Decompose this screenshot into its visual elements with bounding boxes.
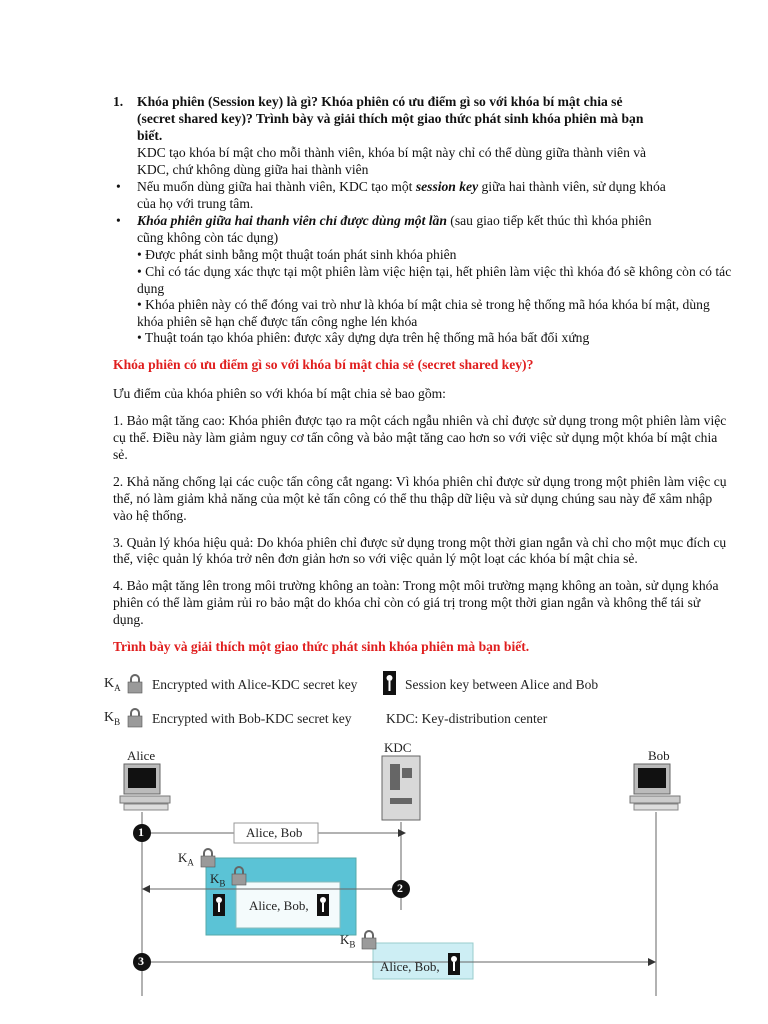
legend-ka-text: Encrypted with Alice-KDC secret key	[152, 677, 358, 692]
sub-bullet-3-line1: • Khóa phiên này có thể đóng vai trò như là khóa bí mật chia sẻ trong hệ thống mã hóa khóa bí mật, dùng	[137, 297, 710, 312]
question-title-line3: biết.	[137, 128, 163, 143]
advantage-2-line1: 2. Khả năng chống lại các cuộc tấn công cắt ngang: Vì khóa phiên chỉ được sử dụng trong một phiên làm việc cụ	[113, 474, 727, 489]
step2-kb-sub: B	[219, 878, 226, 889]
sub-bullet-4: • Thuật toán tạo khóa phiên: được xây dựng dựa trên hệ thống mã hóa bất đối xứng	[137, 330, 590, 345]
step3-message: Alice, Bob,	[380, 959, 440, 974]
bullet-1-post: giữa hai thành viên, sử dụng khóa	[478, 179, 666, 194]
step2-ka-sub: A	[187, 857, 194, 868]
bullet-1-pre: Nếu muốn dùng giữa hai thành viên, KDC tạo một	[137, 179, 416, 194]
step2-lock-ka-icon	[201, 849, 215, 867]
bullet-1-line2: của họ với trung tâm.	[137, 196, 254, 211]
advantage-4-line2: phiên có thể làm giảm rủi ro bảo mật do khóa chỉ còn có giá trị trong một thời gian ngắn và không thể tái sử	[113, 595, 701, 610]
sub-bullet-1: • Được phát sinh bằng một thuật toán phát sinh khóa phiên	[137, 247, 457, 262]
legend-kb-k: K	[104, 710, 115, 725]
legend-lock-icon-ka	[128, 675, 142, 693]
advantage-1-line1: 1. Bảo mật tăng cao: Khóa phiên được tạo ra một cách ngẫu nhiên và chỉ được sử dụng trong một phiên làm việc	[113, 413, 727, 428]
bob-computer-icon	[630, 764, 680, 810]
step3-session-key-icon	[448, 953, 460, 975]
alice-computer-icon	[120, 764, 170, 810]
legend-kb-sub: B	[114, 716, 121, 727]
advantage-2-line3: vào hệ thống.	[113, 508, 187, 523]
advantage-3-line2: thể, việc quản lý khóa trở nên đơn giản hơn so với việc quản lý một loạt các khóa bí mật chia sẻ.	[113, 551, 638, 566]
question-number: 1.	[113, 94, 124, 109]
bullet-1-emph: session key	[415, 179, 479, 194]
advantage-1-line2: cụ thể. Điều này làm giảm nguy cơ tấn công và bảo mật tăng cao hơn so với việc sử dụng một khóa bí mật chia	[113, 430, 718, 445]
legend-session-text: Session key between Alice and Bob	[405, 677, 599, 692]
step2-ka-k: K	[178, 850, 188, 865]
step1-number: 1	[138, 825, 144, 839]
legend-kb-text: Encrypted with Bob-KDC secret key	[152, 711, 352, 726]
sub-bullet-3-line2: khóa phiên sẽ hạn chế được tấn công nghe lén khóa	[137, 314, 418, 329]
question-title-line1: Khóa phiên (Session key) là gì? Khóa phiên có ưu điểm gì so với khóa bí mật chia sẻ	[137, 94, 623, 109]
section2-intro: Ưu điểm của khóa phiên so với khóa bí mật chia sẻ bao gồm:	[113, 386, 446, 401]
step3-kb-sub: B	[349, 939, 356, 950]
step2-session-key-icon-bob	[317, 894, 329, 916]
step3-lock-kb-icon	[362, 931, 376, 949]
step1-arrowhead	[398, 829, 406, 837]
step3-arrowhead	[648, 958, 656, 966]
section3-heading: Trình bày và giải thích một giao thức phát sinh khóa phiên mà bạn biết.	[113, 639, 530, 654]
step2-ka-label	[178, 850, 194, 868]
bullet-dot-2: •	[116, 213, 121, 228]
step3-kb-label	[340, 932, 355, 950]
sub-bullet-2-line1: • Chỉ có tác dụng xác thực tại một phiên làm việc hiện tại, hết phiên làm việc thì khóa đó sẽ không còn có tác	[137, 264, 732, 279]
step2-session-key-icon-alice	[213, 894, 225, 916]
bullet-2-line2: cũng không còn tác dụng)	[137, 230, 279, 245]
step3-kb-k: K	[340, 932, 350, 947]
step2-number: 2	[397, 881, 403, 895]
bob-label: Bob	[648, 748, 670, 763]
kdc-server-icon	[382, 756, 420, 820]
section2-heading: Khóa phiên có ưu điểm gì so với khóa bí mật chia sẻ (secret shared key)?	[113, 357, 534, 372]
bullet-2-post: (sau giao tiếp kết thúc thì khóa phiên	[446, 213, 652, 228]
sub-bullet-2-line2: dụng	[137, 281, 165, 296]
advantage-1-line3: sẻ.	[113, 447, 128, 462]
legend-lock-icon-kb	[128, 709, 142, 727]
bullet-1-line1	[137, 178, 666, 195]
step1-message: Alice, Bob	[246, 825, 303, 840]
step2-arrowhead	[142, 885, 150, 893]
legend-ka-sub: A	[114, 682, 121, 693]
advantage-2-line2: thể, nó làm giảm khả năng của một kẻ tấn công có thể thu thập dữ liệu và sử dụng chúng sau này để xâm nhập	[113, 491, 713, 506]
bullet-2-line1	[137, 212, 652, 229]
intro-line2: KDC, chứ không dùng giữa hai thành viên	[137, 162, 369, 177]
bullet-2-emph: Khóa phiên giữa hai thanh viên chỉ được dùng một lần	[137, 213, 447, 228]
bullet-dot-1: •	[116, 179, 121, 194]
advantage-4-line1: 4. Bảo mật tăng lên trong môi trường không an toàn: Trong một môi trường mạng không an toàn, sử dụng khóa	[113, 578, 719, 593]
step2-kb-k: K	[210, 871, 220, 886]
legend-ka-k: K	[104, 676, 115, 691]
legend-kdc-text: KDC: Key-distribution center	[386, 711, 548, 726]
legend-session-key-icon	[383, 671, 396, 695]
kdc-label: KDC	[384, 740, 412, 755]
step2-kb-label	[210, 871, 225, 889]
advantage-3-line1: 3. Quản lý khóa hiệu quả: Do khóa phiên chỉ được sử dụng trong một thời gian ngắn và chỉ cho một mục đích cụ	[113, 535, 727, 550]
intro-line1: KDC tạo khóa bí mật cho mỗi thành viên, khóa bí mật này chỉ có thể dùng giữa thành viên và	[137, 145, 647, 160]
step2-message: Alice, Bob,	[249, 898, 309, 913]
question-title-line2: (secret shared key)? Trình bày và giải thích một giao thức phát sinh khóa phiên mà bạn	[137, 111, 644, 126]
alice-label: Alice	[127, 748, 156, 763]
step3-number: 3	[138, 954, 144, 968]
advantage-4-line3: dụng.	[113, 612, 144, 627]
